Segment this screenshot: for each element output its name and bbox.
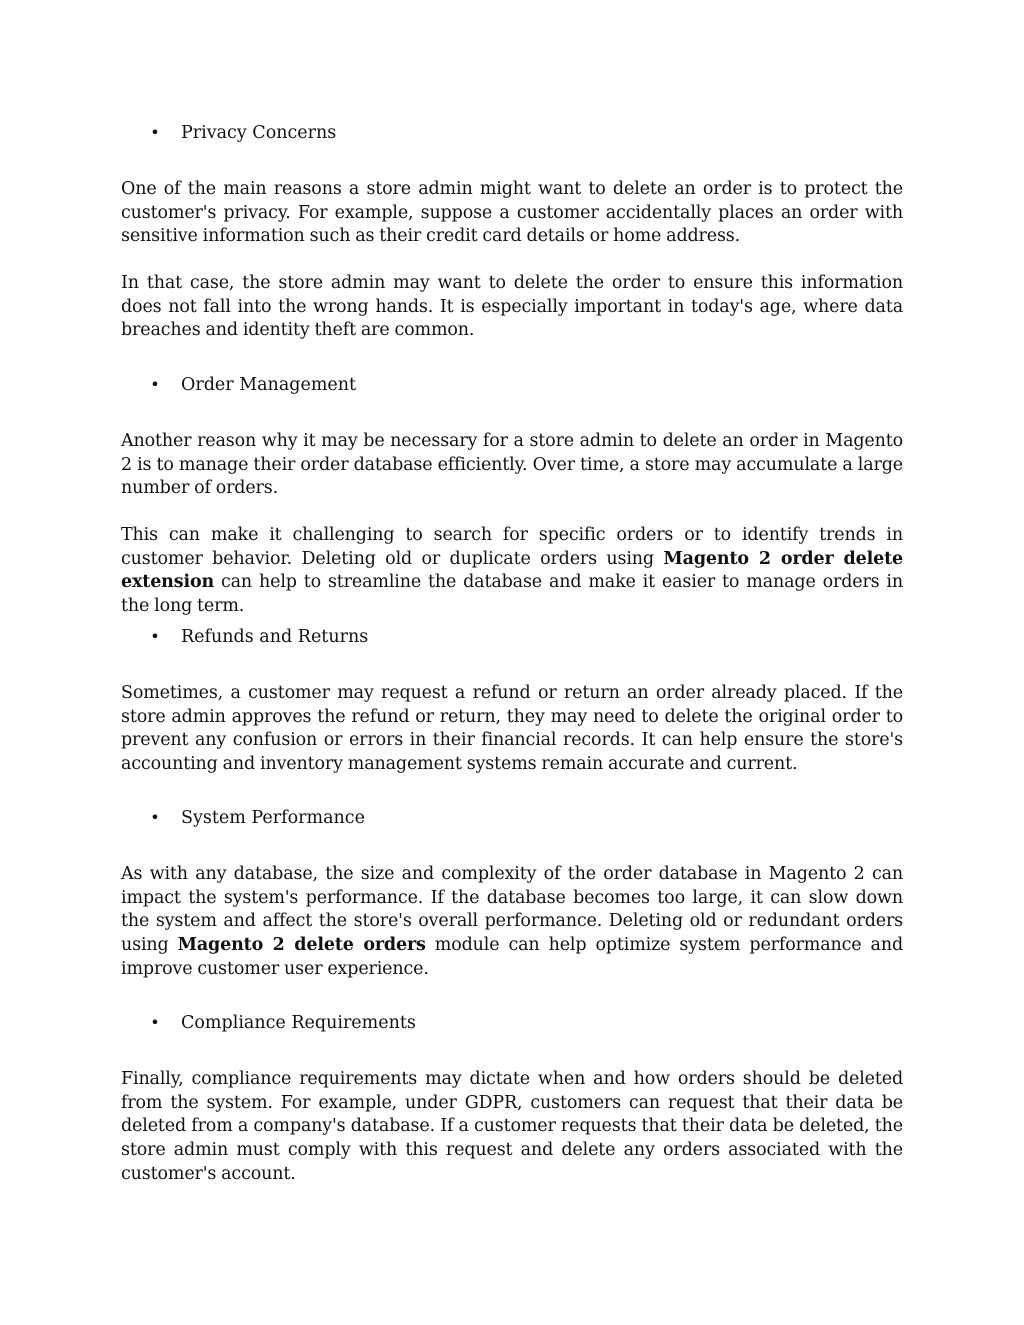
paragraph <box>121 272 903 343</box>
bullet-item-system-performance <box>121 806 903 830</box>
paragraph <box>121 430 903 501</box>
paragraph-text: In that case, the store admin may want to delete the order to ensure this information does not fall into the wrong hands. It is especially important in today's age, where data breaches and identity theft are common. <box>121 273 903 341</box>
bullet-item-privacy-concerns <box>121 121 903 145</box>
section-heading: Privacy Concerns <box>181 123 337 143</box>
bold-keyword: Magento 2 delete orders <box>177 935 426 956</box>
paragraph-text: As with any database, the size and complexity of the order database in Magento 2 can impact the system's performance. If the database becomes too large, it can slow down the system and affect the store's overall performance. Deleting old or redundant orders using <box>121 864 903 956</box>
section-heading: Compliance Requirements <box>181 1013 416 1033</box>
paragraph-text: Finally, compliance requirements may dictate when and how orders should be deleted from the system. For example, under GDPR, customers can request that their data be deleted from a company's database. If a customer requests that their data be deleted, the store admin must comply with this request and delete any orders associated with the customer's account. <box>121 1069 903 1184</box>
paragraph-text: can help to streamline the database and make it easier to manage orders in the long term. <box>121 572 903 617</box>
section-heading: Order Management <box>181 375 357 395</box>
bullet-icon: • <box>150 1013 160 1032</box>
section-heading: Refunds and Returns <box>181 627 369 647</box>
bullet-item-compliance-requirements <box>121 1011 903 1035</box>
paragraph <box>121 682 903 777</box>
bullet-item-refunds-and-returns <box>121 625 903 649</box>
section-heading: System Performance <box>181 808 365 828</box>
bullet-icon: • <box>150 123 160 142</box>
bold-keyword: Magento 2 order delete extension <box>121 548 903 593</box>
paragraph <box>121 863 903 982</box>
paragraph <box>121 524 903 619</box>
paragraph-text: One of the main reasons a store admin might want to delete an order is to protect the customer's privacy. For example, suppose a customer accidentally places an order with sensitive information such as their credit card details or home address. <box>121 179 903 247</box>
bullet-icon: • <box>150 375 160 394</box>
paragraph <box>121 1068 903 1187</box>
paragraph-text: Sometimes, a customer may request a refund or return an order already placed. If the store admin approves the refund or return, they may need to delete the original order to prevent any confusion or errors in their financial records. It can help ensure the store's accounting and inventory management systems remain accurate and current. <box>121 683 903 775</box>
paragraph <box>121 178 903 249</box>
bullet-item-order-management <box>121 373 903 397</box>
paragraph-text: This can make it challenging to search for specific orders or to identify trends in customer behavior. Deleting old or duplicate orders using <box>121 525 903 569</box>
paragraph-text: module can help optimize system performance and improve customer user experience. <box>121 935 903 979</box>
bullet-icon: • <box>150 808 160 827</box>
paragraph-text: Another reason why it may be necessary for a store admin to delete an order in Magento 2 is to manage their order database efficiently. Over time, a store may accumulate a large number of orders. <box>121 431 903 499</box>
bullet-icon: • <box>150 627 160 646</box>
